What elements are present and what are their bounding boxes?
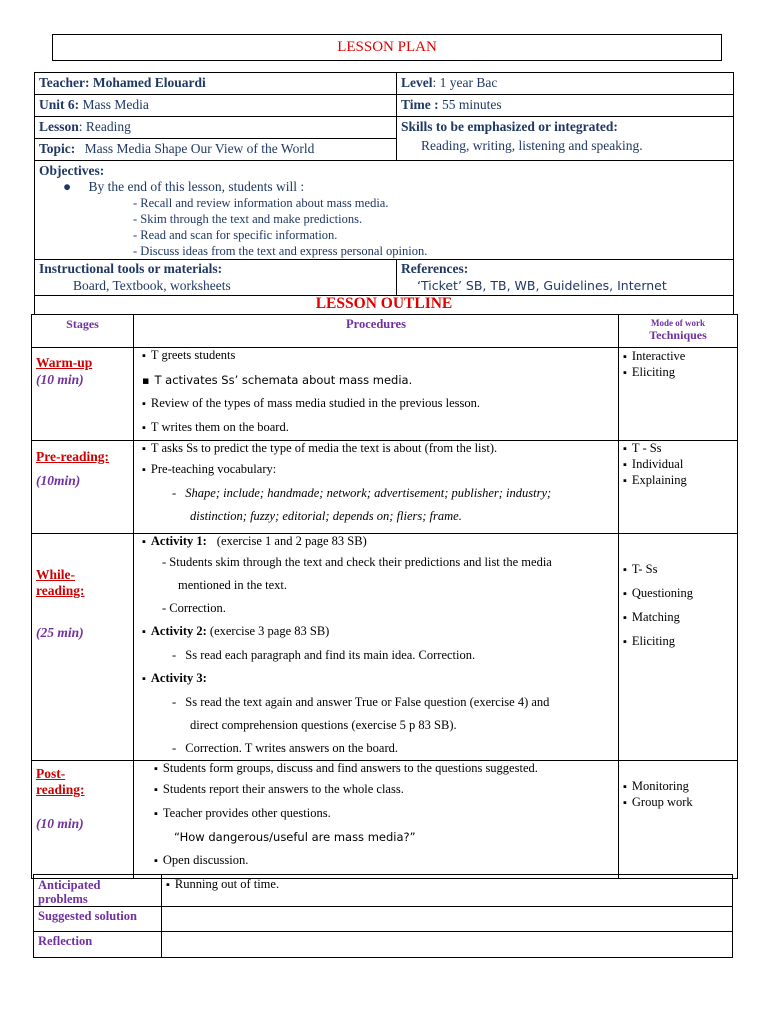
discussion-question: “How dangerous/useful are mass media?”	[174, 830, 416, 844]
warmup-row	[32, 348, 738, 441]
topic-label: Topic:	[39, 141, 76, 156]
anticipated-label-2: problems	[38, 892, 88, 906]
tools-label: Instructional tools or materials:	[39, 261, 223, 276]
activity-1-line-2: mentioned in the text.	[178, 578, 288, 592]
lesson-label: Lesson	[39, 119, 79, 134]
solution-label-cell	[34, 907, 162, 932]
postreading-name-1: Post-	[36, 766, 66, 781]
anticipated-value-cell	[162, 875, 733, 907]
vocab-line: - Shape; include; handmade; network; advertisement; publisher; industry;	[172, 486, 552, 500]
objective-item: - Recall and review information about mass media.	[133, 196, 389, 210]
whilereading-stage	[32, 534, 134, 761]
objective-item: - Skim through the text and make predictions.	[133, 212, 363, 226]
solution-label: Suggested solution	[38, 909, 137, 923]
postreading-modes	[619, 761, 738, 879]
whilereading-row	[32, 534, 738, 761]
list-item: ▪ Open discussion.	[154, 849, 614, 873]
stages-header	[32, 315, 134, 348]
list-item: ▪ Eliciting	[623, 630, 733, 654]
activity-3-line-1: Ss read the text again and answer True or False question (exercise 4) and	[185, 695, 550, 709]
teacher-label: Teacher:	[39, 75, 90, 90]
postreading-name-2: reading:	[36, 782, 85, 797]
solution-value-cell	[162, 907, 733, 932]
lesson-value: : Reading	[78, 119, 131, 134]
procedures-header-text: Procedures	[346, 317, 406, 331]
activity-3-label: Activity 3:	[150, 671, 207, 685]
list-item: ▪ Individual	[623, 457, 733, 473]
whilereading-name-1: While-	[36, 567, 75, 582]
objectives-cell	[35, 161, 734, 260]
activity-2-line-1: Ss read each paragraph and find its main idea. Correction.	[185, 648, 476, 662]
tools-value: Board, Textbook, worksheets	[73, 278, 231, 293]
references-cell	[397, 260, 734, 296]
mode-header	[619, 315, 738, 348]
reflection-value-cell	[162, 932, 733, 958]
list-item: ▪ T greets students	[142, 348, 614, 363]
unit-cell	[35, 95, 397, 117]
warmup-procedures	[134, 348, 619, 441]
stages-header-text: Stages	[66, 317, 99, 331]
topic-value: Mass Media Shape Our View of the World	[84, 141, 315, 156]
activity-2	[142, 620, 614, 644]
activity-2-text: (exercise 3 page 83 SB)	[209, 624, 330, 638]
time-cell	[397, 95, 734, 117]
footer-table	[33, 874, 733, 958]
mode-header-small: Mode of work	[651, 318, 705, 328]
list-item: ▪ Students report their answers to the whole class.	[154, 778, 614, 802]
level-value: : 1 year Bac	[432, 75, 498, 90]
activity-2-label: Activity 2:	[150, 624, 207, 638]
warmup-stage	[32, 348, 134, 441]
objectives-intro-text: By the end of this lesson, students will :	[88, 179, 305, 194]
prereading-name: Pre-reading:	[36, 449, 109, 464]
level-label: Level	[401, 75, 433, 90]
list-item: ▪ T writes them on the board.	[142, 416, 614, 440]
postreading-stage	[32, 761, 134, 879]
list-item: ▪ Review of the types of mass media studied in the previous lesson.	[142, 392, 614, 416]
activity-2-line: - Ss read each paragraph and find its main idea. Correction.	[172, 648, 476, 662]
objectives-list	[39, 195, 729, 259]
list-item: ▪ Matching	[623, 606, 733, 630]
objectives-label	[39, 163, 729, 179]
list-item: ▪ T - Ss	[623, 441, 733, 457]
mode-header-text: Techniques	[649, 328, 707, 342]
activity-1-line-1: - Students skim through the text and check their predictions and list the media	[162, 555, 552, 569]
vocab-line-2: distinction; fuzzy; editorial; depends on; fliers; frame.	[190, 509, 462, 523]
objectives-label-text: Objectives:	[39, 163, 105, 178]
unit-label: Unit 6:	[39, 97, 80, 112]
teacher-value: Mohamed Elouardi	[92, 75, 206, 90]
activity-3-line: - Ss read the text again and answer True or False question (exercise 4) and	[172, 695, 550, 709]
anticipated-label-cell	[34, 875, 162, 907]
postreading-row	[32, 761, 738, 879]
whilereading-time: (25 min)	[36, 625, 84, 640]
unit-value: Mass Media	[82, 97, 149, 112]
prereading-time: (10min)	[36, 473, 81, 488]
vocab-line-1: Shape; include; handmade; network; advertisement; publisher; industry;	[185, 486, 552, 500]
references-label: References:	[401, 261, 469, 276]
list-item: ▪ Interactive	[623, 349, 733, 365]
list-item: ▪ Explaining	[623, 473, 733, 489]
activity-1-label: Activity 1:	[150, 534, 207, 548]
prereading-stage	[32, 441, 134, 534]
warmup-time: (10 min)	[36, 372, 84, 387]
postreading-time: (10 min)	[36, 816, 84, 831]
references-value: ‘Ticket’ SB, TB, WB, Guidelines, Internet	[417, 278, 667, 293]
objectives-intro	[39, 179, 729, 195]
whilereading-modes	[619, 534, 738, 761]
activity-3-line-2: direct comprehension questions (exercise 5 p 83 SB).	[190, 718, 457, 732]
tools-cell	[35, 260, 397, 296]
list-item: ▪ T- Ss	[623, 558, 733, 582]
list-item: ▪ Questioning	[623, 582, 733, 606]
teacher-cell	[35, 73, 397, 95]
objective-item: - Read and scan for specific information.	[133, 228, 338, 242]
lesson-cell	[35, 117, 397, 139]
prereading-row	[32, 441, 738, 534]
warmup-modes	[619, 348, 738, 441]
anticipated-label-1: Anticipated	[38, 878, 101, 892]
activity-1	[142, 534, 614, 549]
activity-1-line-3: - Correction.	[162, 601, 226, 615]
list-item: ▪ T activates Ss’ schemata about mass media.	[142, 369, 614, 392]
postreading-procedures	[134, 761, 619, 879]
skills-label: Skills to be emphasized or integrated:	[401, 119, 618, 134]
skills-cell	[397, 117, 734, 161]
page-title: LESSON PLAN	[52, 34, 722, 61]
whilereading-name-2: reading:	[36, 583, 85, 598]
activity-1-text: (exercise 1 and 2 page 83 SB)	[216, 534, 367, 548]
list-item: ▪ Group work	[623, 795, 733, 811]
lesson-info-table	[34, 72, 734, 296]
activity-3-line-c: - Correction. T writes answers on the board.	[172, 741, 398, 755]
whilereading-procedures	[134, 534, 619, 761]
skills-value: Reading, writing, listening and speaking.	[421, 138, 643, 153]
list-item: ▪ Eliciting	[623, 365, 733, 381]
objective-item: - Discuss ideas from the text and express personal opinion.	[133, 244, 428, 258]
lesson-outline-table	[31, 314, 738, 879]
prereading-modes	[619, 441, 738, 534]
procedures-header	[134, 315, 619, 348]
topic-cell	[35, 139, 397, 161]
reflection-label-cell	[34, 932, 162, 958]
activity-3-line-3: Correction. T writes answers on the board.	[185, 741, 398, 755]
time-label: Time :	[401, 97, 439, 112]
list-item: ▪ Students form groups, discuss and find answers to the questions suggested.	[154, 761, 614, 776]
prereading-procedures	[134, 441, 619, 534]
warmup-name: Warm-up	[36, 355, 93, 370]
list-item: ▪ Pre-teaching vocabulary:	[142, 458, 614, 482]
time-value: 55 minutes	[442, 97, 502, 112]
list-item: ▪ T asks Ss to predict the type of media the text is about (from the list).	[142, 441, 614, 456]
activity-3	[142, 667, 614, 691]
list-item: ▪ Teacher provides other questions.	[154, 802, 614, 826]
lesson-outline-title: LESSON OUTLINE	[34, 294, 734, 314]
anticipated-value: ▪ Running out of time.	[166, 875, 728, 894]
list-item: ▪ Monitoring	[623, 779, 733, 795]
bullet-dot-icon: ●	[63, 179, 72, 194]
level-cell	[397, 73, 734, 95]
reflection-label: Reflection	[38, 934, 93, 948]
